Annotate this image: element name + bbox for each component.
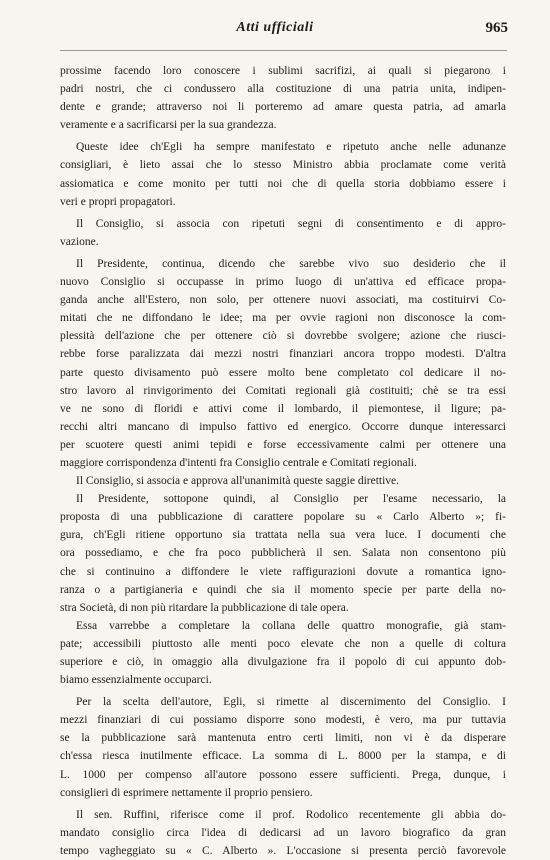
- text-line: Essa varrebbe a completare la collana delle quattro monografie, già stam-: [76, 619, 506, 632]
- text-line: Il Consiglio, si associa e approva all'unanimità queste saggie direttive.: [76, 475, 400, 488]
- text-line: parte questo divisamento può essere molto bene completato col dedicare il no-: [60, 366, 506, 379]
- text-line: dente e grande; attraverso noi li porteremo ad amare questa patria, ad amarla: [60, 101, 506, 114]
- text-line: Il sen. Ruffini, riferisce come il prof. Rodolico recentemente gli abbia do-: [76, 808, 506, 821]
- text-line: recchi altri mancano di impulso fattivo ed energico. Occorre dunque interessarci: [60, 420, 506, 433]
- text-line: superiore e ciò, in omaggio alla divulgazione fra il popolo di cui appunto dob-: [60, 656, 506, 668]
- text-line: L. 1000 per compenso all'autore possono essere sufficienti. Prega, dunque, i: [60, 768, 506, 781]
- body-text: [60, 62, 506, 860]
- text-line: stro lavoro al rinvigorimento dei Comitati regionali già costituiti; chè se tra essi: [60, 384, 506, 397]
- text-line: Per la scelta dell'autore, Egli, si rimette al discernimento del Consiglio. I: [76, 696, 506, 709]
- text-line: per scuotere questi animi tepidi e forse eccessivamente calmi per ottenere una: [60, 438, 506, 451]
- text-line: ranza o a partigianeria e quindi che sia il momento specie per parte della no-: [60, 583, 506, 596]
- text-line: biamo essenzialmente occuparci.: [60, 674, 212, 687]
- text-line: se la pubblicazione sarà mantenuta entro certi limiti, non vi è da disperare: [60, 732, 506, 745]
- text-line: mitati che ne diffondano le idee; ma per ovvie ragioni non disconosce la com-: [60, 312, 506, 325]
- text-line: veramente e a sacrificarsi per la sua grandezza.: [60, 119, 277, 132]
- text-line: plessità dell'azione che per ottenere ciò si dovrebbe svolgere; azione che riusci-: [60, 330, 506, 343]
- text-line: che si continuino a diffondere le viete raffigurazioni dovute a romantica igno-: [60, 565, 506, 578]
- text-line: maggiore corrispondenza d'intenti fra Consiglio centrale e Comitati regionali.: [60, 456, 417, 469]
- text-line: padri nostri, che ci condussero alla costituzione di una patria unita, indipen-: [60, 83, 506, 96]
- text-line: gura, ch'Egli ritiene opportuno sia trattata nella sua vera luce. I documenti che: [60, 529, 506, 542]
- running-title: Atti ufficiali: [236, 20, 314, 35]
- text-line: mandato consiglio circa l'idea di dedicarsi ad un lavoro biografico da gran: [60, 826, 506, 839]
- text-line: consiglieri di esprimere nettamente il proprio pensiero.: [60, 786, 313, 799]
- text-line: Il Presidente, continua, dicendo che sarebbe vivo suo desiderio che il: [76, 257, 506, 270]
- running-header: [0, 20, 550, 42]
- text-line: Il Presidente, sottopone quindi, al Consiglio per l'esame necessario, la: [76, 493, 506, 506]
- text-line: nuovo Consiglio si occupasse in primo luogo di un'attiva ed efficace propa-: [60, 276, 506, 289]
- text-line: tempo vagheggiato su « C. Alberto ». L'occasione si presenta perciò favorevole: [60, 844, 506, 857]
- text-line: ve ne sono di floridi e attivi come il lombardo, il piemontese, il ligure; pa-: [60, 402, 506, 415]
- text-line: rebbe forse paralizzata dai mezzi nostri finanziari ancora troppo modesti. D'altra: [60, 348, 506, 361]
- text-line: mezzi finanziari di cui possiamo disporre sono modesti, è vero, ma pur tuttavia: [60, 714, 506, 727]
- text-line: ch'essa riesca inutilmente efficace. La somma di L. 8000 per la stampa, e di: [60, 750, 506, 763]
- text-line: prossime facendo loro conoscere i sublimi sacrifizi, ai quali si piegarono i: [60, 65, 506, 77]
- text-line: ora possediamo, e che fra poco pubblicherà il sen. Salata non consentono più: [60, 547, 506, 560]
- text-line: pate; accessibili piuttosto alle menti poco elevate che non a quelle di coltura: [60, 637, 506, 650]
- text-line: veri e propri propagatori.: [60, 195, 176, 208]
- header-rule: [60, 50, 507, 51]
- text-line: stra Società, di non più ritardare la pubblicazione di tale opera.: [60, 601, 349, 614]
- text-line: vazione.: [60, 235, 99, 248]
- text-line: proposta di una pubblicazione di carattere popolare su « Carlo Alberto »; fi-: [60, 511, 506, 524]
- text-line: Queste idee ch'Egli ha sempre manifestato e ripetuto anche nelle adunanze: [76, 141, 506, 154]
- text-line: Il Consiglio, si associa con ripetuti segni di consentimento e di appro-: [76, 217, 506, 230]
- text-line: consigliari, è lieto assai che lo stesso Ministro abbia proclamate come verità: [60, 159, 506, 172]
- text-line: assiomatica e come monito per tutti noi che di quella storia dobbiamo essere i: [60, 177, 506, 190]
- page-number: 965: [485, 20, 508, 36]
- text-line: ganda anche all'Estero, non solo, per ottenere nuovi associati, ma costituirvi Co-: [60, 294, 506, 307]
